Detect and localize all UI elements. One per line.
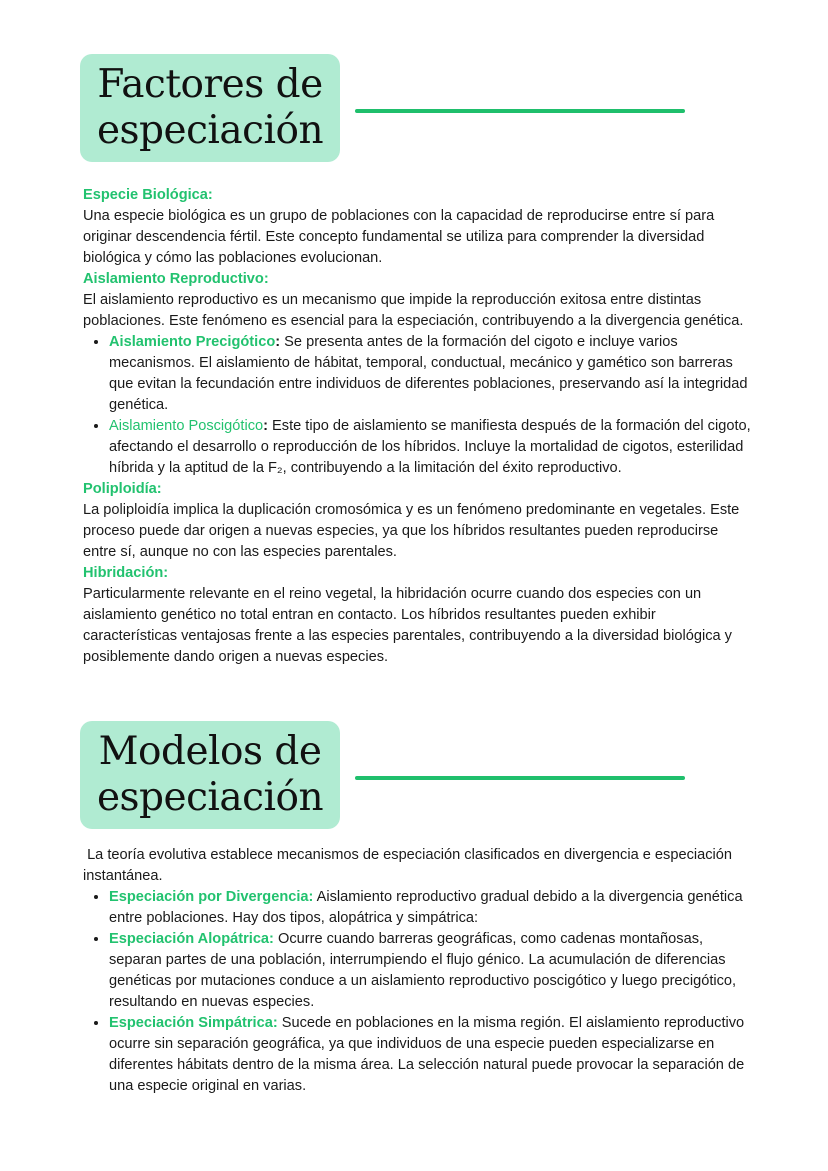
section-factores-body [83,185,751,668]
item-text: Aislamiento reproductivo gradual debido a la divergencia genética entre poblaciones. Hay dos tipos, alopátrica y simpátrica: [109,889,743,926]
term: Especiación por Divergencia: [109,889,314,905]
title-line: Modelos de [98,729,322,774]
title-line: Factores de [97,62,323,107]
colon: : [263,418,268,434]
term: Especiación Alopátrica: [109,931,274,947]
list-item [109,416,751,479]
paragraph: La poliploidía implica la duplicación cromosómica y es un fenómeno predominante en vegetales. Este proceso puede dar origen a nuevas especies, ya que los híbridos resultantes pueden reproducirse entre sí, aunque no con las especies parentales. [83,502,740,560]
list-item [109,1013,751,1097]
term: Aislamiento Precigótico [109,334,276,350]
term: Aislamiento Poscigótico [109,418,264,434]
section-title-factores [80,54,340,162]
paragraph: La teoría evolutiva establece mecanismos de especiación clasificados en divergencia e especiación instantánea. [83,847,737,884]
title-divider [355,776,685,780]
subheading: Poliploidía: [83,481,162,497]
item-text: Este tipo de aislamiento se manifiesta después de la formación del cigoto, afectando el desarrollo o reproducción de los híbridos. Incluye la mortalidad de cigotos, esterilidad híbrida y la aptitud de la F₂, contribuyendo a la limitación del éxito reproductivo. [109,418,751,476]
subheading: Especie Biológica: [83,187,213,203]
list-item [109,332,751,416]
title-line: especiación [96,108,324,153]
title-line: especiación [96,775,324,820]
list-item [109,929,751,1013]
subheading: Aislamiento Reproductivo: [83,271,269,287]
section-title-modelos [80,721,340,829]
item-text: Ocurre cuando barreras geográficas, como cadenas montañosas, separan partes de una población, interrumpiendo el flujo génico. La acumulación de diferencias genéticas por mutaciones conduce a un aislamiento reproductivo poscigótico y luego precigótico, resultando en nuevas especies. [109,931,737,1010]
item-text: Sucede en poblaciones en la misma región. El aislamiento reproductivo ocurre sin separación geográfica, ya que individuos de una especie pueden especializarse en diferentes hábitats dentro de la misma área. La selección natural puede provocar la separación de una especie original en varias. [109,1015,745,1094]
section-modelos-body [83,845,751,1097]
speciation-list [83,887,751,1097]
paragraph: El aislamiento reproductivo es un mecanismo que impide la reproducción exitosa entre distintas poblaciones. Este fenómeno es esencial para la especiación, contribuyendo a la divergencia genética. [83,292,744,329]
term: Especiación Simpátrica: [109,1015,278,1031]
title-divider [355,109,685,113]
subheading: Hibridación: [83,565,169,581]
item-text: Se presenta antes de la formación del cigoto e incluye varios mecanismos. El aislamiento de hábitat, temporal, conductual, mecánico y gamético son barreras que evitan la fecundación entre individuos de diferentes poblaciones, preservando así la integridad genética. [109,334,748,413]
paragraph: Particularmente relevante en el reino vegetal, la hibridación ocurre cuando dos especies con un aislamiento genético no total entran en contacto. Los híbridos resultantes pueden exhibir características ventajosas frente a las especies parentales, contribuyendo a la diversidad biológica y posiblemente dando origen a nuevas especies. [83,586,732,665]
colon: : [275,334,281,350]
isolation-list [83,332,751,479]
paragraph: Una especie biológica es un grupo de poblaciones con la capacidad de reproducirse entre sí para originar descendencia fértil. Este concepto fundamental se utiliza para comprender la diversidad biológica y cómo las poblaciones evolucionan. [83,208,715,266]
list-item [109,887,751,929]
